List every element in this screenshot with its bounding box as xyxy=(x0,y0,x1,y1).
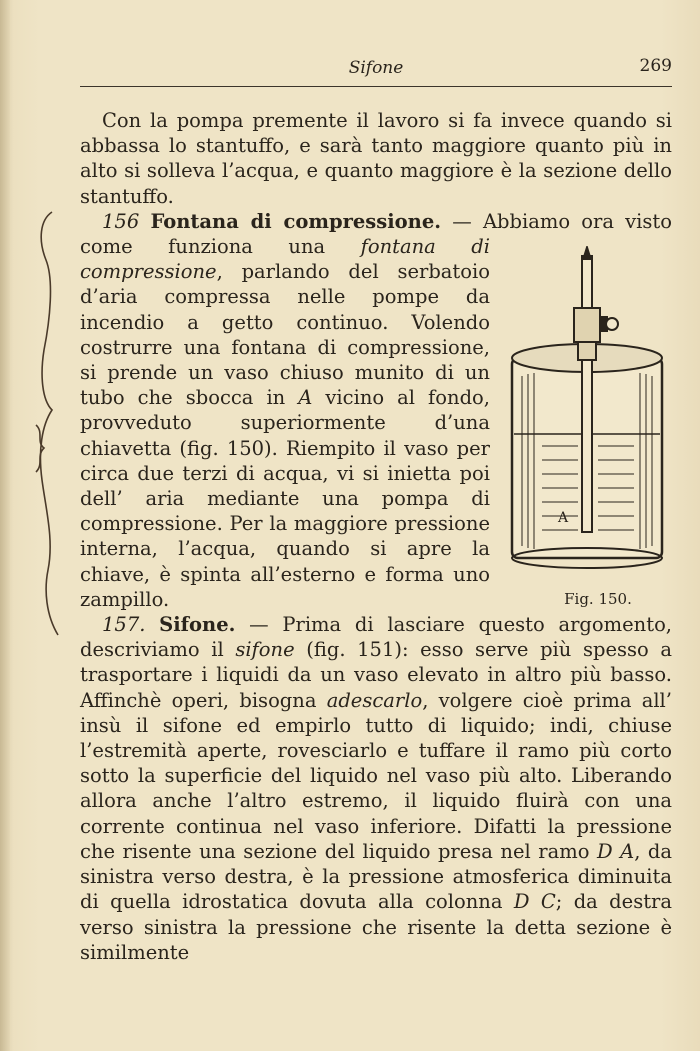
section-var-dc: D C xyxy=(513,890,556,914)
figure-150 xyxy=(502,234,672,612)
section-text: — Prima di lasciare questo argomento, descriviamo il xyxy=(80,613,673,662)
section-number: 156 xyxy=(102,209,140,233)
section-italic-term: adescarlo xyxy=(326,688,423,712)
section-var-da: D A xyxy=(596,839,635,863)
section-text: , da sinistra verso destra, è la pressione atmosferica diminuita di quella idrostatica dovuta alla colonna xyxy=(80,839,672,914)
header-rule xyxy=(80,86,672,87)
section-heading: Fontana di compressione. xyxy=(150,209,442,233)
running-title: Sifone xyxy=(348,58,404,78)
section-number: 157. xyxy=(102,613,146,637)
figure-caption: Fig. 150. xyxy=(564,589,632,608)
section-text: , volgere cioè prima all’ insù il sifone ed empirlo tutto di liquido; indi, chiuse l’estremità aperte, rovesciarlo e tuffare il ramo più corto sotto la superficie del liquido nel vaso più alto. Liberando allora anche l’altro estremo, il liquido fluirà con una corrente continua nel vaso inferiore. Difatti la pressione che risente una sezione del liquido presa nel ramo xyxy=(80,688,672,863)
section-heading: Sifone. xyxy=(159,613,236,637)
handwritten-bracket-mark xyxy=(30,210,70,650)
section-text: , parlando del serbatoio d’aria compressa nelle pompe da incendio a getto continuo. Volendo costrurre una fontana di compressione, si prende un vaso chiuso munito di un tubo che sbocca in xyxy=(80,260,490,410)
page-body xyxy=(80,108,672,965)
section-text: ; da destra verso sinistra la pressione che risente la detta sezione è similmente xyxy=(80,890,672,964)
paragraph-pompa-premente: Con la pompa premente il lavoro si fa invece quando si abbassa lo stantuffo, e sarà tanto maggiore quanto più in alto si solleva l’acqua, e quanto maggiore è la sezione dello stantuffo. xyxy=(80,109,672,208)
section-156 xyxy=(80,209,672,612)
page-gutter xyxy=(0,0,10,1051)
section-italic-term: fontana di compressione xyxy=(80,235,490,284)
section-italic-term: sifone xyxy=(235,638,295,662)
section-text: vicino al fondo, provveduto superiormente d’una chiavetta (fig. 150). Riempito il vaso per circa due terzi di acqua, vi si inietta poi dell’ aria mediante una pompa di compressione. Per la maggiore pressione interna, l’acqua, quando si apre la chiave, è spinta all’esterno e forma uno zampillo. xyxy=(80,386,490,611)
fountain-illustration xyxy=(502,246,672,576)
section-text: (fig. 151): esso serve più spesso a trasportare i liquidi da un vaso elevato in altro più basso. Affinchè operi, bisogna xyxy=(80,638,672,712)
section-var-a: A xyxy=(298,386,313,410)
section-text: — Abbiamo ora visto come funziona una xyxy=(80,209,672,259)
page-number: 269 xyxy=(639,56,672,76)
running-header xyxy=(80,52,672,82)
figure-label-a: A xyxy=(558,510,569,527)
section-157 xyxy=(80,612,672,965)
